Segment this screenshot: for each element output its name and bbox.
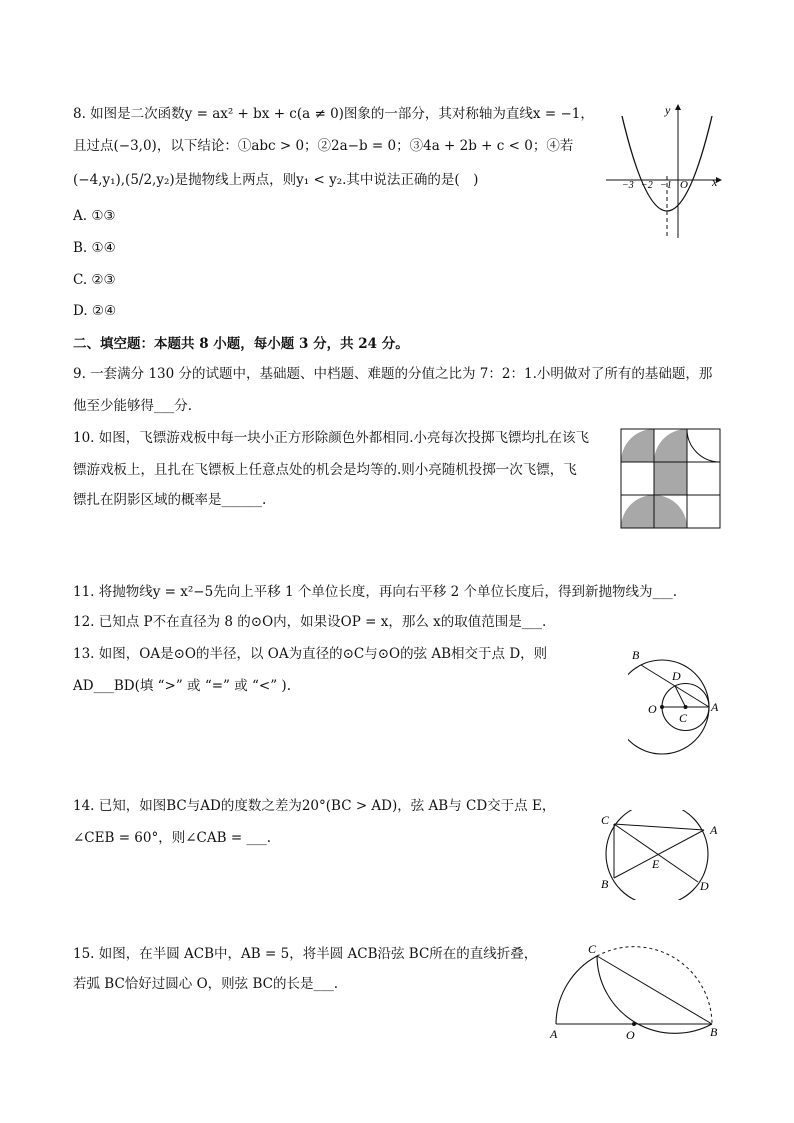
y-label: y: [665, 103, 671, 117]
q15-line-2: 若弧 BC恰好过圆心 O，则弦 BC的长是___.: [73, 976, 338, 992]
shade-bottom-left: [621, 495, 654, 528]
shade-bottom-right: [654, 495, 687, 528]
y-axis-arrow: [675, 104, 681, 110]
chord-ca: [614, 824, 704, 830]
origin-label: O: [680, 179, 688, 191]
q14-circle-figure: [596, 810, 726, 900]
shade-top-left: [621, 429, 654, 462]
q15-line-1: 15. 如图，在半圆 ACB中，AB = 5，将半圆 ACB沿弦 BC所在的直线折叠，: [73, 946, 538, 962]
tick-minus-2: −2: [641, 180, 653, 191]
label-c: C: [679, 711, 688, 725]
q8-line-1: 8. 如图是二次函数y = ax² + bx + c(a ≠ 0)图象的一部分，其对称轴为直线x = −1，: [73, 106, 594, 122]
label-a: A: [711, 700, 719, 714]
label-o: O: [648, 702, 657, 716]
q10-line-2: 镖游戏板上，且扎在飞镖板上任意点处的机会是均等的.则小亮随机投掷一次飞镖，飞: [73, 462, 577, 478]
tick-minus-3: −3: [622, 180, 634, 191]
label-b: B: [632, 648, 640, 662]
q8-option-b: B. ①④: [73, 240, 116, 256]
q8-parabola-figure: [600, 96, 730, 246]
q13-circle-figure: [628, 644, 738, 760]
tick-minus-1: −1: [660, 180, 672, 191]
q10-line-1: 10. 如图，飞镖游戏板中每一块小正方形除颜色外都相同.小亮每次投掷飞镖均扎在该飞: [73, 430, 590, 446]
q9-line-2: 他至少能够得___分.: [73, 398, 193, 414]
q15-semicircle-figure: [544, 938, 728, 1042]
q13-line-1: 13. 如图，OA是⊙O的半径，以 OA为直径的⊙C与⊙O的弦 AB相交于点 D，则: [73, 646, 548, 662]
label-o: O: [626, 1028, 635, 1042]
label-e: E: [652, 857, 660, 871]
label-b: B: [710, 1025, 718, 1039]
arc-cb-dashed: [597, 947, 712, 1024]
point-o: [660, 705, 664, 709]
point-o: [632, 1022, 636, 1026]
shade-top-right: [654, 429, 687, 462]
label-a: A: [710, 823, 718, 837]
arc-ac: [556, 956, 597, 1024]
q12-line: 12. 已知点 P不在直径为 8 的⊙O内，如果设OP = x，那么 x的取值范围是___.: [73, 614, 547, 630]
label-d: D: [672, 669, 681, 683]
q14-line-1: 14. 已知，如图BC与AD的度数之差为20°(BC > AD)，弦 AB与 CD交于点 E，: [73, 798, 556, 814]
q8-option-a: A. ①③: [73, 208, 116, 224]
q11-line: 11. 将抛物线y = x²−5先向上平移 1 个单位长度，再向右平移 2 个单位长度后，得到新抛物线为___.: [73, 584, 678, 600]
q13-line-2: AD___BD(填 “>” 或 “=” 或 “<” ).: [73, 678, 291, 694]
chord-cd: [614, 824, 698, 882]
label-d: D: [700, 879, 709, 893]
folded-arc: [597, 956, 712, 1033]
q8-option-d: D. ②④: [73, 303, 117, 319]
q10-line-3: 镖扎在阴影区域的概率是______.: [73, 492, 267, 508]
section-2-heading: 二、填空题：本题共 8 小题，每小题 3 分，共 24 分。: [73, 336, 409, 352]
q8-line-3: (−4,y₁),(5/2,y₂)是抛物线上两点，则y₁ < y₂.其中说法正确的是( ): [73, 172, 479, 188]
arc-corner: [687, 429, 720, 462]
label-a: A: [550, 1027, 558, 1041]
q14-line-2: ∠CEB = 60°，则∠CAB = ___.: [73, 830, 271, 846]
q9-line-1: 9. 一套满分 130 分的试题中，基础题、中档题、难题的分值之比为 7：2：1.小明做对了所有的基础题，那: [73, 366, 713, 382]
q8-line-2: 且过点(−3,0)，以下结论：①abc > 0；②2a−b = 0；③4a + 2b + c < 0；④若: [73, 138, 574, 154]
label-c: C: [601, 813, 610, 827]
x-label: x: [712, 175, 718, 189]
point-c: [684, 705, 688, 709]
chord-bc: [597, 956, 712, 1024]
label-c: C: [588, 942, 597, 956]
shade-center: [654, 462, 687, 495]
label-b: B: [601, 877, 609, 891]
q8-option-c: C. ②③: [73, 272, 116, 288]
q10-dartboard-figure: [620, 428, 722, 530]
parabola-curve: [622, 116, 712, 211]
